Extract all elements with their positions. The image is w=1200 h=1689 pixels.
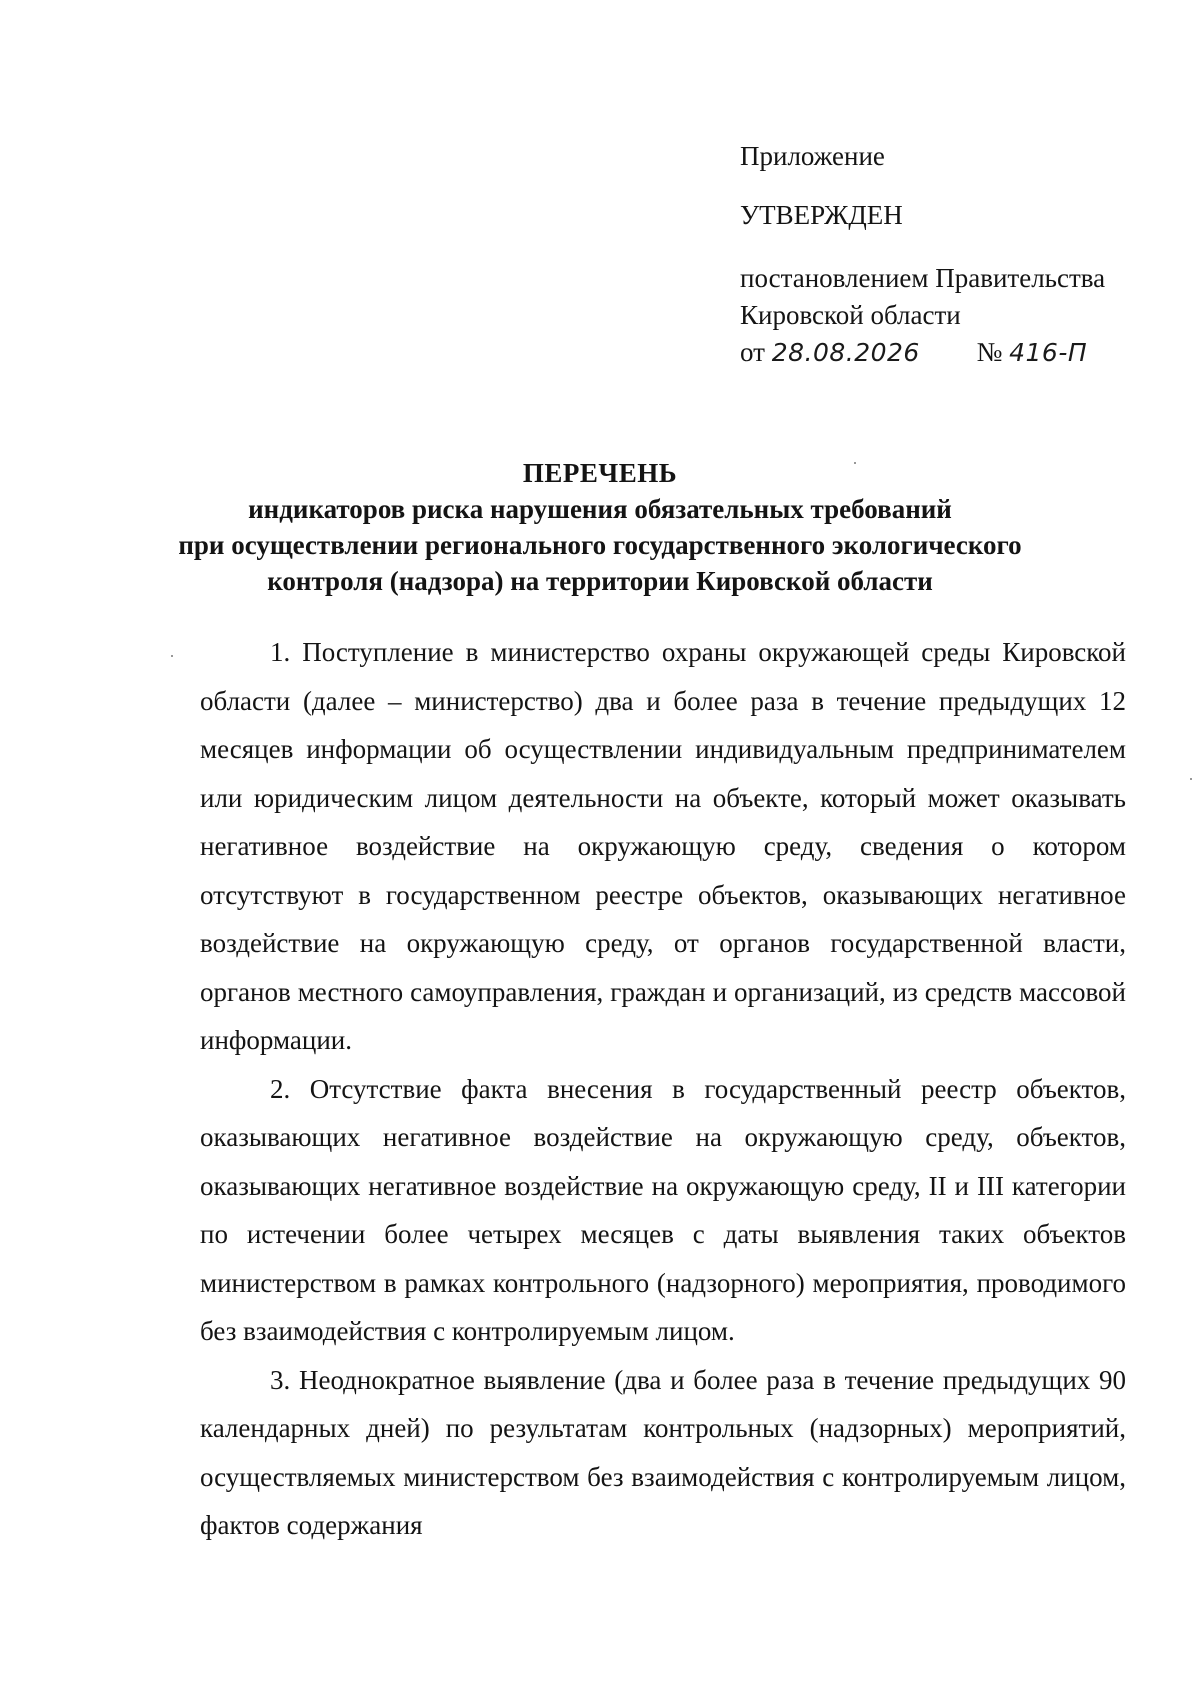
scan-speck [1190,778,1192,780]
appendix-label: Приложение [740,141,885,171]
scan-speck [854,462,856,464]
approved-label: УТВЕРЖДЕН [740,200,903,230]
paragraph-3: 3. Неоднократное выявление (два и более раза в течение предыдущих 90 календарных дней) по результатам контрольных (надзорных) мероприятий, осуществляемых министерством без взаимодействия с контролируемым лицом, фактов содержания [200,1364,1126,1540]
document-title [160,455,1040,599]
title-line-3: контроля (надзора) на территории Кировской области [267,566,933,596]
title-line-1: индикаторов риска нарушения обязательных требований [248,494,952,524]
document-body [200,628,1126,1550]
handwritten-number: 416-П [1009,338,1088,367]
title-heading: ПЕРЕЧЕНЬ [522,458,678,488]
scan-speck [171,655,173,657]
title-line-2: при осуществлении регионального государственного экологического [178,530,1022,560]
handwritten-date: 28.08.2026 [771,338,920,367]
number-label: № [976,337,1003,367]
decree-line-1: постановлением Правительства [740,263,1106,293]
date-prefix: от [740,337,765,367]
paragraph-1: 1. Поступление в министерство охраны окружающей среды Кировской области (далее – министерство) два и более раза в течение предыдущих 12 месяцев информации об осуществлении индивидуальным предпринимателем или юридическим лицом деятельности на объекте, который может оказывать негативное воздействие на окружающую среду, сведения о котором отсутствуют в государственном реестре объектов, оказывающих негативное воздействие на окружающую среду, от органов государственной власти, органов местного самоуправления, граждан и организаций, из средств массовой информации. [200,637,1126,1055]
paragraph-2: 2. Отсутствие факта внесения в государственный реестр объектов, оказывающих негативное воздействие на окружающую среду, объектов, оказывающих негативное воздействие на окружающую среду, II и III категории по истечении более четырех месяцев с даты выявления таких объектов министерством в рамках контрольного (надзорного) мероприятия, проводимого без взаимодействия с контролируемым лицом. [200,1073,1126,1346]
approval-block [740,138,1180,371]
decree-date-number [740,334,1180,371]
decree-line-2: Кировской области [740,300,961,330]
